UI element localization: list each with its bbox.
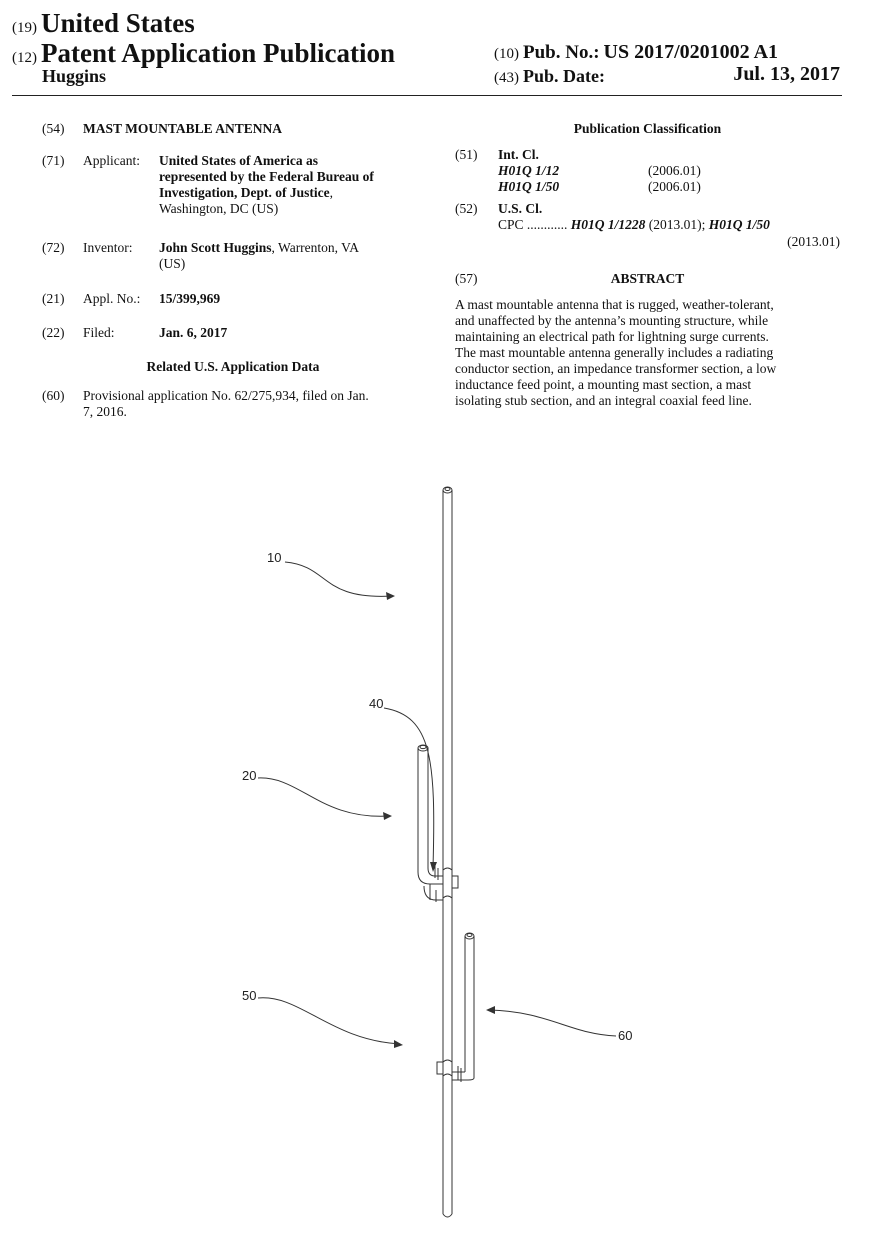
arrow-50 (394, 1040, 403, 1048)
upper-mast-ring (443, 868, 452, 870)
abstract-line: and unaffected by the antenna’s mounting structure, while (455, 313, 769, 328)
abstract-line: isolating stub section, and an integral coaxial feed line. (455, 393, 752, 408)
upper-collar-outer (424, 886, 443, 900)
inventor-location: , Warrenton, VA (271, 240, 359, 255)
arrow-60 (486, 1006, 495, 1014)
antenna-drawing (0, 470, 874, 1230)
cpc-class-2: H01Q 1/50 (708, 217, 770, 232)
leader-40 (384, 708, 434, 868)
pub-date-line (494, 66, 605, 87)
antenna-figure-lines (418, 487, 474, 1217)
cpc-date-1: (2013.01); (645, 217, 709, 232)
code-22: (22) (42, 325, 65, 340)
appl-no: 15/399,969 (159, 291, 221, 306)
int-cl-label: Int. Cl. (498, 147, 539, 162)
int-cl-1: H01Q 1/12 (498, 163, 560, 178)
code-43: (43) (494, 70, 519, 86)
lower-mast-ring (443, 1060, 452, 1062)
code-57: (57) (455, 271, 478, 286)
leader-50 (258, 998, 400, 1044)
us-cl-label: U.S. Cl. (498, 201, 543, 216)
country-name: United States (41, 8, 195, 38)
leader-20 (258, 778, 389, 816)
leader-10 (285, 562, 392, 596)
mast-bottom-end (443, 1214, 452, 1217)
leader-60 (490, 1010, 616, 1036)
pub-number-label: Pub. No.: (523, 42, 600, 63)
code-51: (51) (455, 147, 478, 162)
appl-no-label: Appl. No.: (83, 291, 141, 306)
cpc-line (498, 217, 770, 233)
ref-label-60: 60 (618, 1028, 633, 1043)
code-19: (19) (12, 20, 37, 36)
lower-stub-bore (467, 934, 472, 937)
upper-mast-ring-2 (443, 896, 452, 898)
filed-label: Filed: (83, 325, 115, 340)
cpc-date-2: (2013.01) (787, 234, 840, 249)
classification-heading: Publication Classification (573, 121, 722, 136)
header-rule (12, 95, 842, 96)
code-52: (52) (455, 201, 478, 216)
pub-number-line (494, 41, 778, 64)
arrow-40 (430, 862, 437, 872)
country-line (12, 8, 195, 39)
code-21: (21) (42, 291, 65, 306)
ref-label-10: 10 (267, 550, 282, 565)
inventor-surname: Huggins (42, 66, 107, 86)
upper-elbow-outer (418, 872, 443, 884)
code-54: (54) (42, 121, 65, 136)
applicant-line-4: Washington, DC (US) (159, 201, 279, 216)
applicant-line-2: represented by the Federal Bureau of (159, 169, 374, 184)
inventor-label: Inventor: (83, 240, 133, 255)
pub-date-label: Pub. Date: (523, 66, 605, 86)
ref-label-20: 20 (242, 768, 257, 783)
pub-date: Jul. 13, 2017 (733, 63, 840, 85)
int-cl-1-date: (2006.01) (648, 163, 701, 178)
applicant-line-3 (159, 185, 333, 201)
related-heading: Related U.S. Application Data (146, 359, 320, 374)
applicant-label: Applicant: (83, 153, 140, 168)
upper-stub-bore (420, 745, 426, 748)
leader-arrowheads (383, 592, 495, 1048)
invention-title: MAST MOUNTABLE ANTENNA (83, 121, 283, 136)
upper-clamp-right (452, 876, 458, 888)
inventor-name: John Scott Huggins (159, 240, 272, 255)
cpc-class-1: H01Q 1/1228 (570, 217, 646, 232)
arrow-20 (383, 812, 392, 820)
leader-lines (258, 562, 616, 1044)
abstract-line: conductor section, an impedance transformer section, a low (455, 361, 777, 376)
lower-mast-ring-2 (443, 1074, 452, 1076)
int-cl-2-date: (2006.01) (648, 179, 701, 194)
code-72: (72) (42, 240, 65, 255)
arrow-10 (386, 592, 395, 600)
int-cl-2: H01Q 1/50 (498, 179, 560, 194)
inventor-line-2: (US) (159, 256, 186, 271)
abstract-line: maintaining an electrical path for lightning surge currents. (455, 329, 769, 344)
applicant-line-1: United States of America as (159, 153, 318, 168)
applicant-comma: , (329, 185, 333, 200)
pub-type-line (12, 38, 395, 69)
abstract-line: A mast mountable antenna that is rugged, weather-tolerant, (455, 297, 774, 312)
abstract-line: The mast mountable antenna generally includes a radiating (455, 345, 774, 360)
provisional-line-2: 7, 2016. (83, 404, 127, 419)
code-12: (12) (12, 50, 37, 66)
abstract-line: inductance feed point, a mounting mast section, a mast (455, 377, 752, 392)
ref-label-40: 40 (369, 696, 384, 711)
ref-label-50: 50 (242, 988, 257, 1003)
lower-clamp-left (437, 1062, 443, 1074)
publication-type: Patent Application Publication (41, 38, 396, 68)
inventor-line-1 (159, 240, 359, 256)
applicant-agency: Investigation, Dept. of Justice (159, 185, 330, 200)
filed-date: Jan. 6, 2017 (159, 325, 228, 340)
cpc-label: CPC ............ (498, 217, 568, 232)
code-71: (71) (42, 153, 65, 168)
abstract-heading: ABSTRACT (610, 271, 685, 286)
mast-top-bore (445, 488, 450, 491)
provisional-line-1: Provisional application No. 62/275,934, filed on Jan. (83, 388, 369, 403)
code-60: (60) (42, 388, 65, 403)
code-10: (10) (494, 46, 519, 62)
lower-elbow-outer (452, 1078, 474, 1080)
pub-number: US 2017/0201002 A1 (603, 41, 779, 63)
